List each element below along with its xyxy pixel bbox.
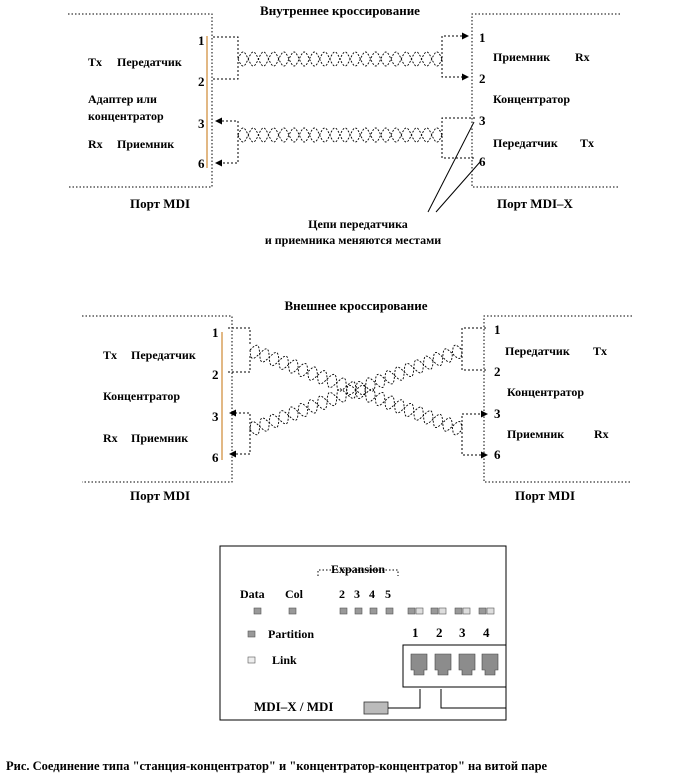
port1-partition-led bbox=[408, 608, 415, 614]
right2-rx: Rx bbox=[594, 427, 609, 441]
left-pin-1: 1 bbox=[198, 33, 205, 48]
right2-pin-3: 3 bbox=[494, 406, 501, 421]
port1-link-led bbox=[416, 608, 423, 614]
right-device-frame-2 bbox=[484, 316, 632, 482]
left-tx: Tx bbox=[88, 55, 103, 69]
port2-partition-led bbox=[431, 608, 438, 614]
left-tx-label: Передатчик bbox=[117, 55, 182, 69]
left2-rx: Rx bbox=[103, 431, 118, 445]
internal-crossover-title: Внутреннее кроссирование bbox=[260, 3, 420, 18]
port-number-2: 2 bbox=[436, 625, 443, 640]
left-rx-label: Приемник bbox=[117, 137, 175, 151]
lead2-l3 bbox=[230, 413, 250, 428]
exp-led-2 bbox=[340, 608, 347, 614]
exp-port-4: 4 bbox=[369, 587, 375, 601]
port3-link-led bbox=[463, 608, 470, 614]
right-rx-label: Приемник bbox=[493, 50, 551, 64]
port4-link-led bbox=[487, 608, 494, 614]
right-rx: Rx bbox=[575, 50, 590, 64]
left2-device: Концентратор bbox=[103, 389, 180, 403]
note-pointer-1 bbox=[428, 122, 474, 212]
right-device: Концентратор bbox=[493, 92, 570, 106]
right2-rx-label: Приемник bbox=[507, 427, 565, 441]
partition-label: Partition bbox=[268, 627, 314, 641]
left2-tx-label: Передатчик bbox=[131, 348, 196, 362]
rx-pair-strand-2 bbox=[238, 128, 442, 142]
exp-port-2: 2 bbox=[339, 587, 345, 601]
mdi-switch[interactable] bbox=[364, 702, 388, 714]
col-led bbox=[289, 608, 296, 614]
port2-link-led bbox=[439, 608, 446, 614]
lead2-r2 bbox=[462, 352, 486, 370]
cross-pair-b-strand-2 bbox=[250, 349, 462, 431]
right2-pin-1: 1 bbox=[494, 322, 501, 337]
left2-pin-2: 2 bbox=[212, 367, 219, 382]
right-tx: Tx bbox=[580, 136, 595, 150]
lead-r1 bbox=[442, 36, 468, 58]
expansion-label: Expansion bbox=[330, 562, 386, 576]
figure-caption: Рис. Соединение типа "станция-концентратор" и "концентратор-концентратор" на витой паре bbox=[6, 759, 548, 773]
switch-label: MDI–X / MDI bbox=[254, 699, 334, 714]
left-rx: Rx bbox=[88, 137, 103, 151]
exp-port-3: 3 bbox=[354, 587, 360, 601]
partition-legend-led bbox=[248, 631, 255, 637]
right-pin-2: 2 bbox=[479, 71, 486, 86]
lead-l1 bbox=[213, 37, 238, 58]
left-pin-2: 2 bbox=[198, 74, 205, 89]
right-tx-label: Передатчик bbox=[493, 136, 558, 150]
lead2-r3 bbox=[462, 414, 487, 430]
note-line2: и приемника меняются местами bbox=[264, 233, 442, 247]
right2-pin-2: 2 bbox=[494, 364, 501, 379]
link-legend-led bbox=[248, 657, 255, 663]
left2-pin-3: 3 bbox=[212, 409, 219, 424]
lead2-l2 bbox=[228, 354, 250, 372]
external-crossover-diagram bbox=[82, 298, 632, 503]
port-number-1: 1 bbox=[412, 625, 419, 640]
left-pin-3: 3 bbox=[198, 116, 205, 131]
lead-r3 bbox=[442, 118, 475, 135]
data-label: Data bbox=[240, 587, 265, 601]
data-led bbox=[254, 608, 261, 614]
internal-crossover-diagram bbox=[68, 3, 620, 247]
left2-rx-label: Приемник bbox=[131, 431, 189, 445]
exp-led-5 bbox=[386, 608, 393, 614]
twisted-pair-rx bbox=[238, 128, 442, 142]
hub-front-panel bbox=[220, 546, 506, 720]
right2-pin-6: 6 bbox=[494, 447, 501, 462]
exp-port-5: 5 bbox=[385, 587, 391, 601]
left2-port-label: Порт MDI bbox=[130, 488, 191, 503]
lead-l2 bbox=[213, 60, 238, 79]
lead-r6 bbox=[442, 136, 475, 158]
right2-tx-label: Передатчик bbox=[505, 344, 570, 358]
port3-partition-led bbox=[455, 608, 462, 614]
right2-tx: Tx bbox=[593, 344, 608, 358]
left-device-line2: концентратор bbox=[88, 109, 164, 123]
port-number-3: 3 bbox=[459, 625, 466, 640]
port-number-4: 4 bbox=[483, 625, 490, 640]
link-label: Link bbox=[272, 653, 297, 667]
exp-led-4 bbox=[370, 608, 377, 614]
col-label: Col bbox=[285, 587, 303, 601]
left-device-line1: Адаптер или bbox=[88, 92, 157, 106]
lead2-l6 bbox=[230, 430, 250, 454]
left-pin-6: 6 bbox=[198, 156, 205, 171]
lead2-r6 bbox=[462, 432, 487, 455]
lead2-l1 bbox=[228, 328, 250, 346]
left-port-label: Порт MDI bbox=[130, 196, 191, 211]
right-pin-1: 1 bbox=[479, 30, 486, 45]
left2-pin-6: 6 bbox=[212, 450, 219, 465]
lead-r2 bbox=[442, 60, 468, 77]
right-pin-3: 3 bbox=[479, 113, 486, 128]
port4-partition-led bbox=[479, 608, 486, 614]
lead2-r1 bbox=[462, 328, 486, 350]
right-port-label: Порт MDI–X bbox=[497, 196, 573, 211]
external-crossover-title: Внешнее кроссирование bbox=[284, 298, 428, 313]
right2-port-label: Порт MDI bbox=[515, 488, 576, 503]
left2-pin-1: 1 bbox=[212, 325, 219, 340]
right2-device: Концентратор bbox=[507, 385, 584, 399]
left2-tx: Tx bbox=[103, 348, 118, 362]
lead-l3 bbox=[216, 121, 238, 135]
twisted-pair-tx bbox=[238, 52, 442, 66]
lead-l6 bbox=[216, 136, 238, 163]
exp-led-3 bbox=[355, 608, 362, 614]
right-pin-6: 6 bbox=[479, 154, 486, 169]
tx-pair-strand-2 bbox=[238, 52, 442, 66]
note-line1: Цепи передатчика bbox=[308, 217, 408, 231]
